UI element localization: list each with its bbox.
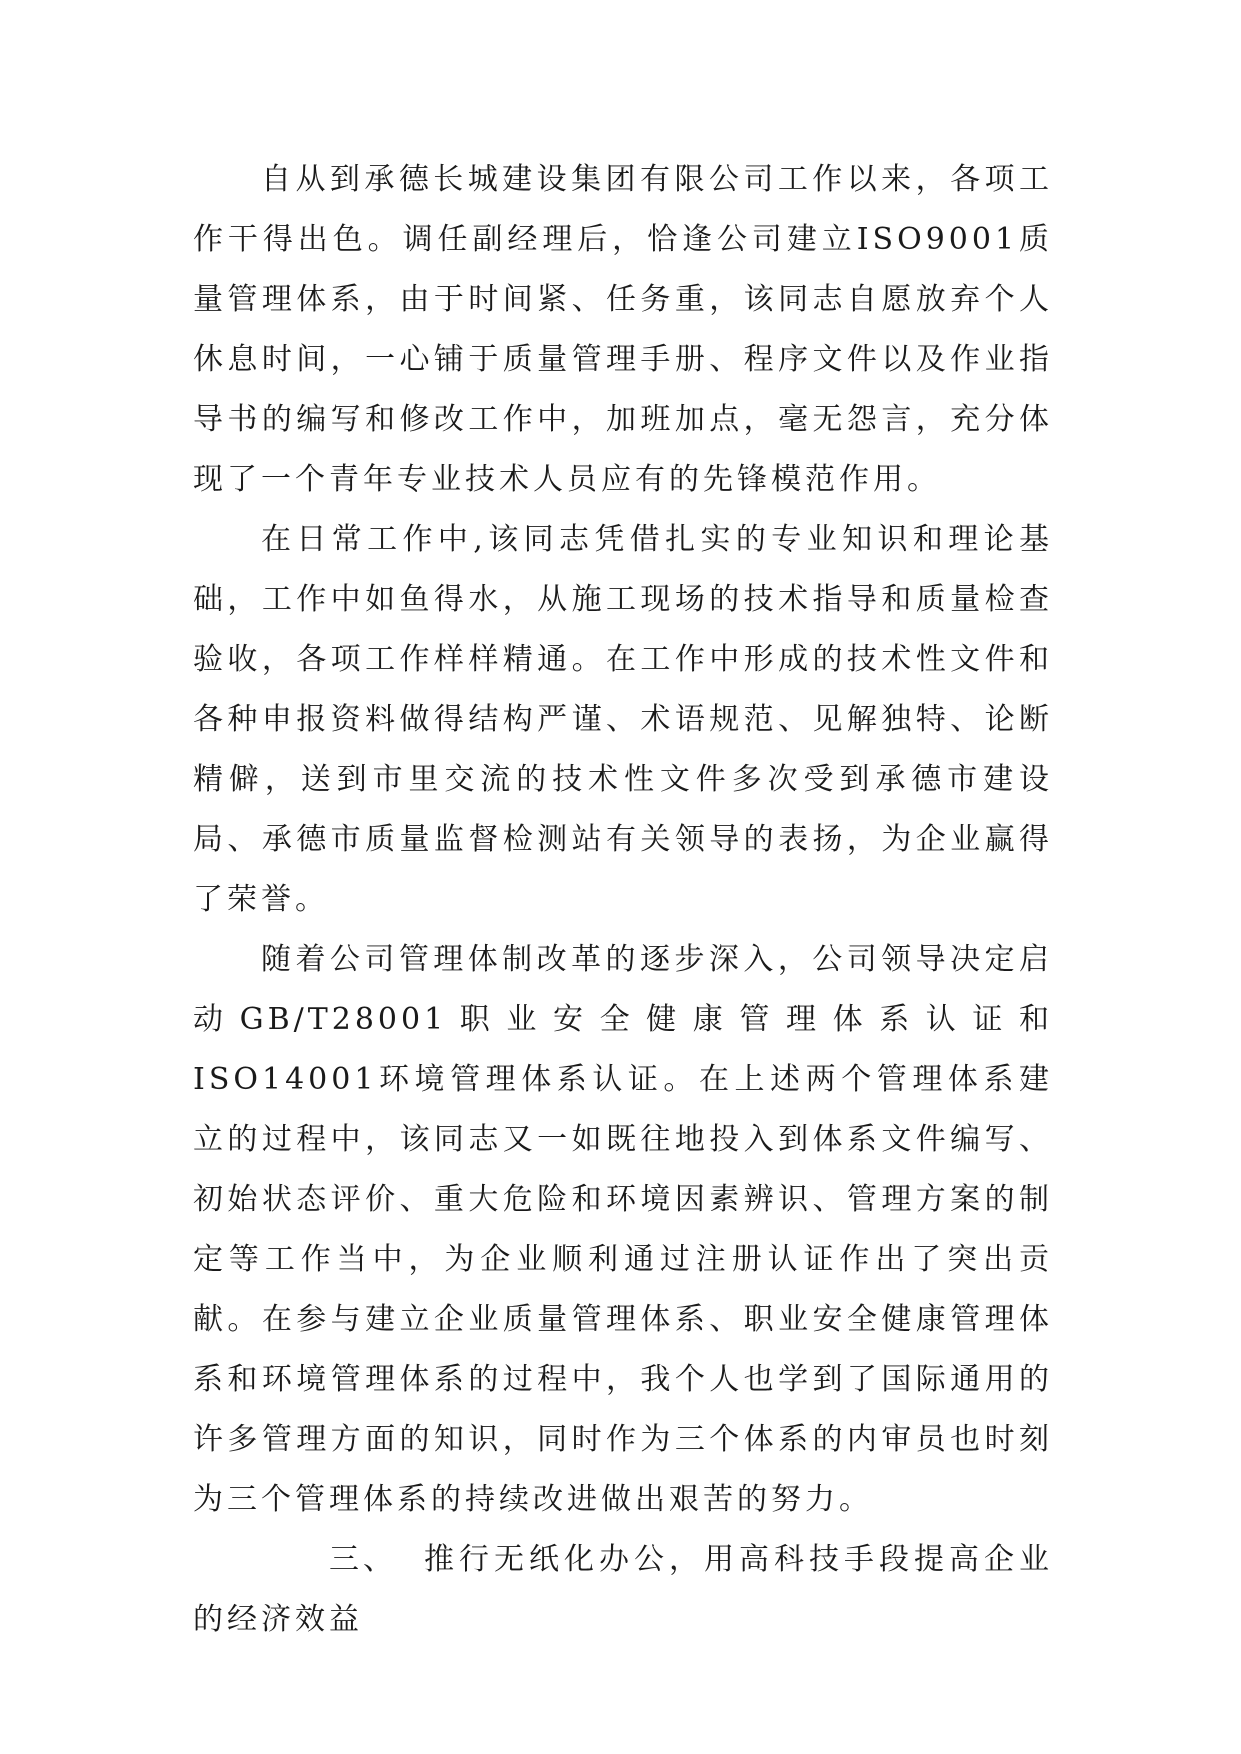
section-title: 推行无纸化办公，用高科技手段提高企业的经济效益 [193, 1542, 1053, 1637]
paragraph-2: 在日常工作中,该同志凭借扎实的专业知识和理论基础，工作中如鱼得水，从施工现场的技术指导和质量检查验收，各项工作样样精通。在工作中形成的技术性文件和各种申报资料做得结构严谨、术语规范、见解独特、论断精僻，送到市里交流的技术性文件多次受到承德市建设局、承德市质量监督检测站有关领导的表扬，为企业赢得了荣誉。 [193, 522, 1053, 917]
section-heading [193, 1530, 1053, 1650]
paragraph-1: 自从到承德长城建设集团有限公司工作以来，各项工作干得出色。调任副经理后，恰逢公司建立ISO9001质量管理体系，由于时间紧、任务重，该同志自愿放弃个人休息时间，一心铺于质量管理手册、程序文件以及作业指导书的编写和修改工作中，加班加点，毫无怨言，充分体现了一个青年专业技术人员应有的先锋模范作用。 [193, 162, 1053, 497]
document-body [193, 150, 1053, 1650]
section-number: 三、 [329, 1542, 397, 1577]
paragraph-3: 随着公司管理体制改革的逐步深入，公司领导决定启动GB/T28001职业安全健康管理体系认证和ISO14001环境管理体系认证。在上述两个管理体系建立的过程中，该同志又一如既往地投入到体系文件编写、初始状态评价、重大危险和环境因素辨识、管理方案的制定等工作当中，为企业顺利通过注册认证作出了突出贡献。在参与建立企业质量管理体系、职业安全健康管理体系和环境管理体系的过程中，我个人也学到了国际通用的许多管理方面的知识，同时作为三个体系的内审员也时刻为三个管理体系的持续改进做出艰苦的努力。 [193, 942, 1053, 1517]
